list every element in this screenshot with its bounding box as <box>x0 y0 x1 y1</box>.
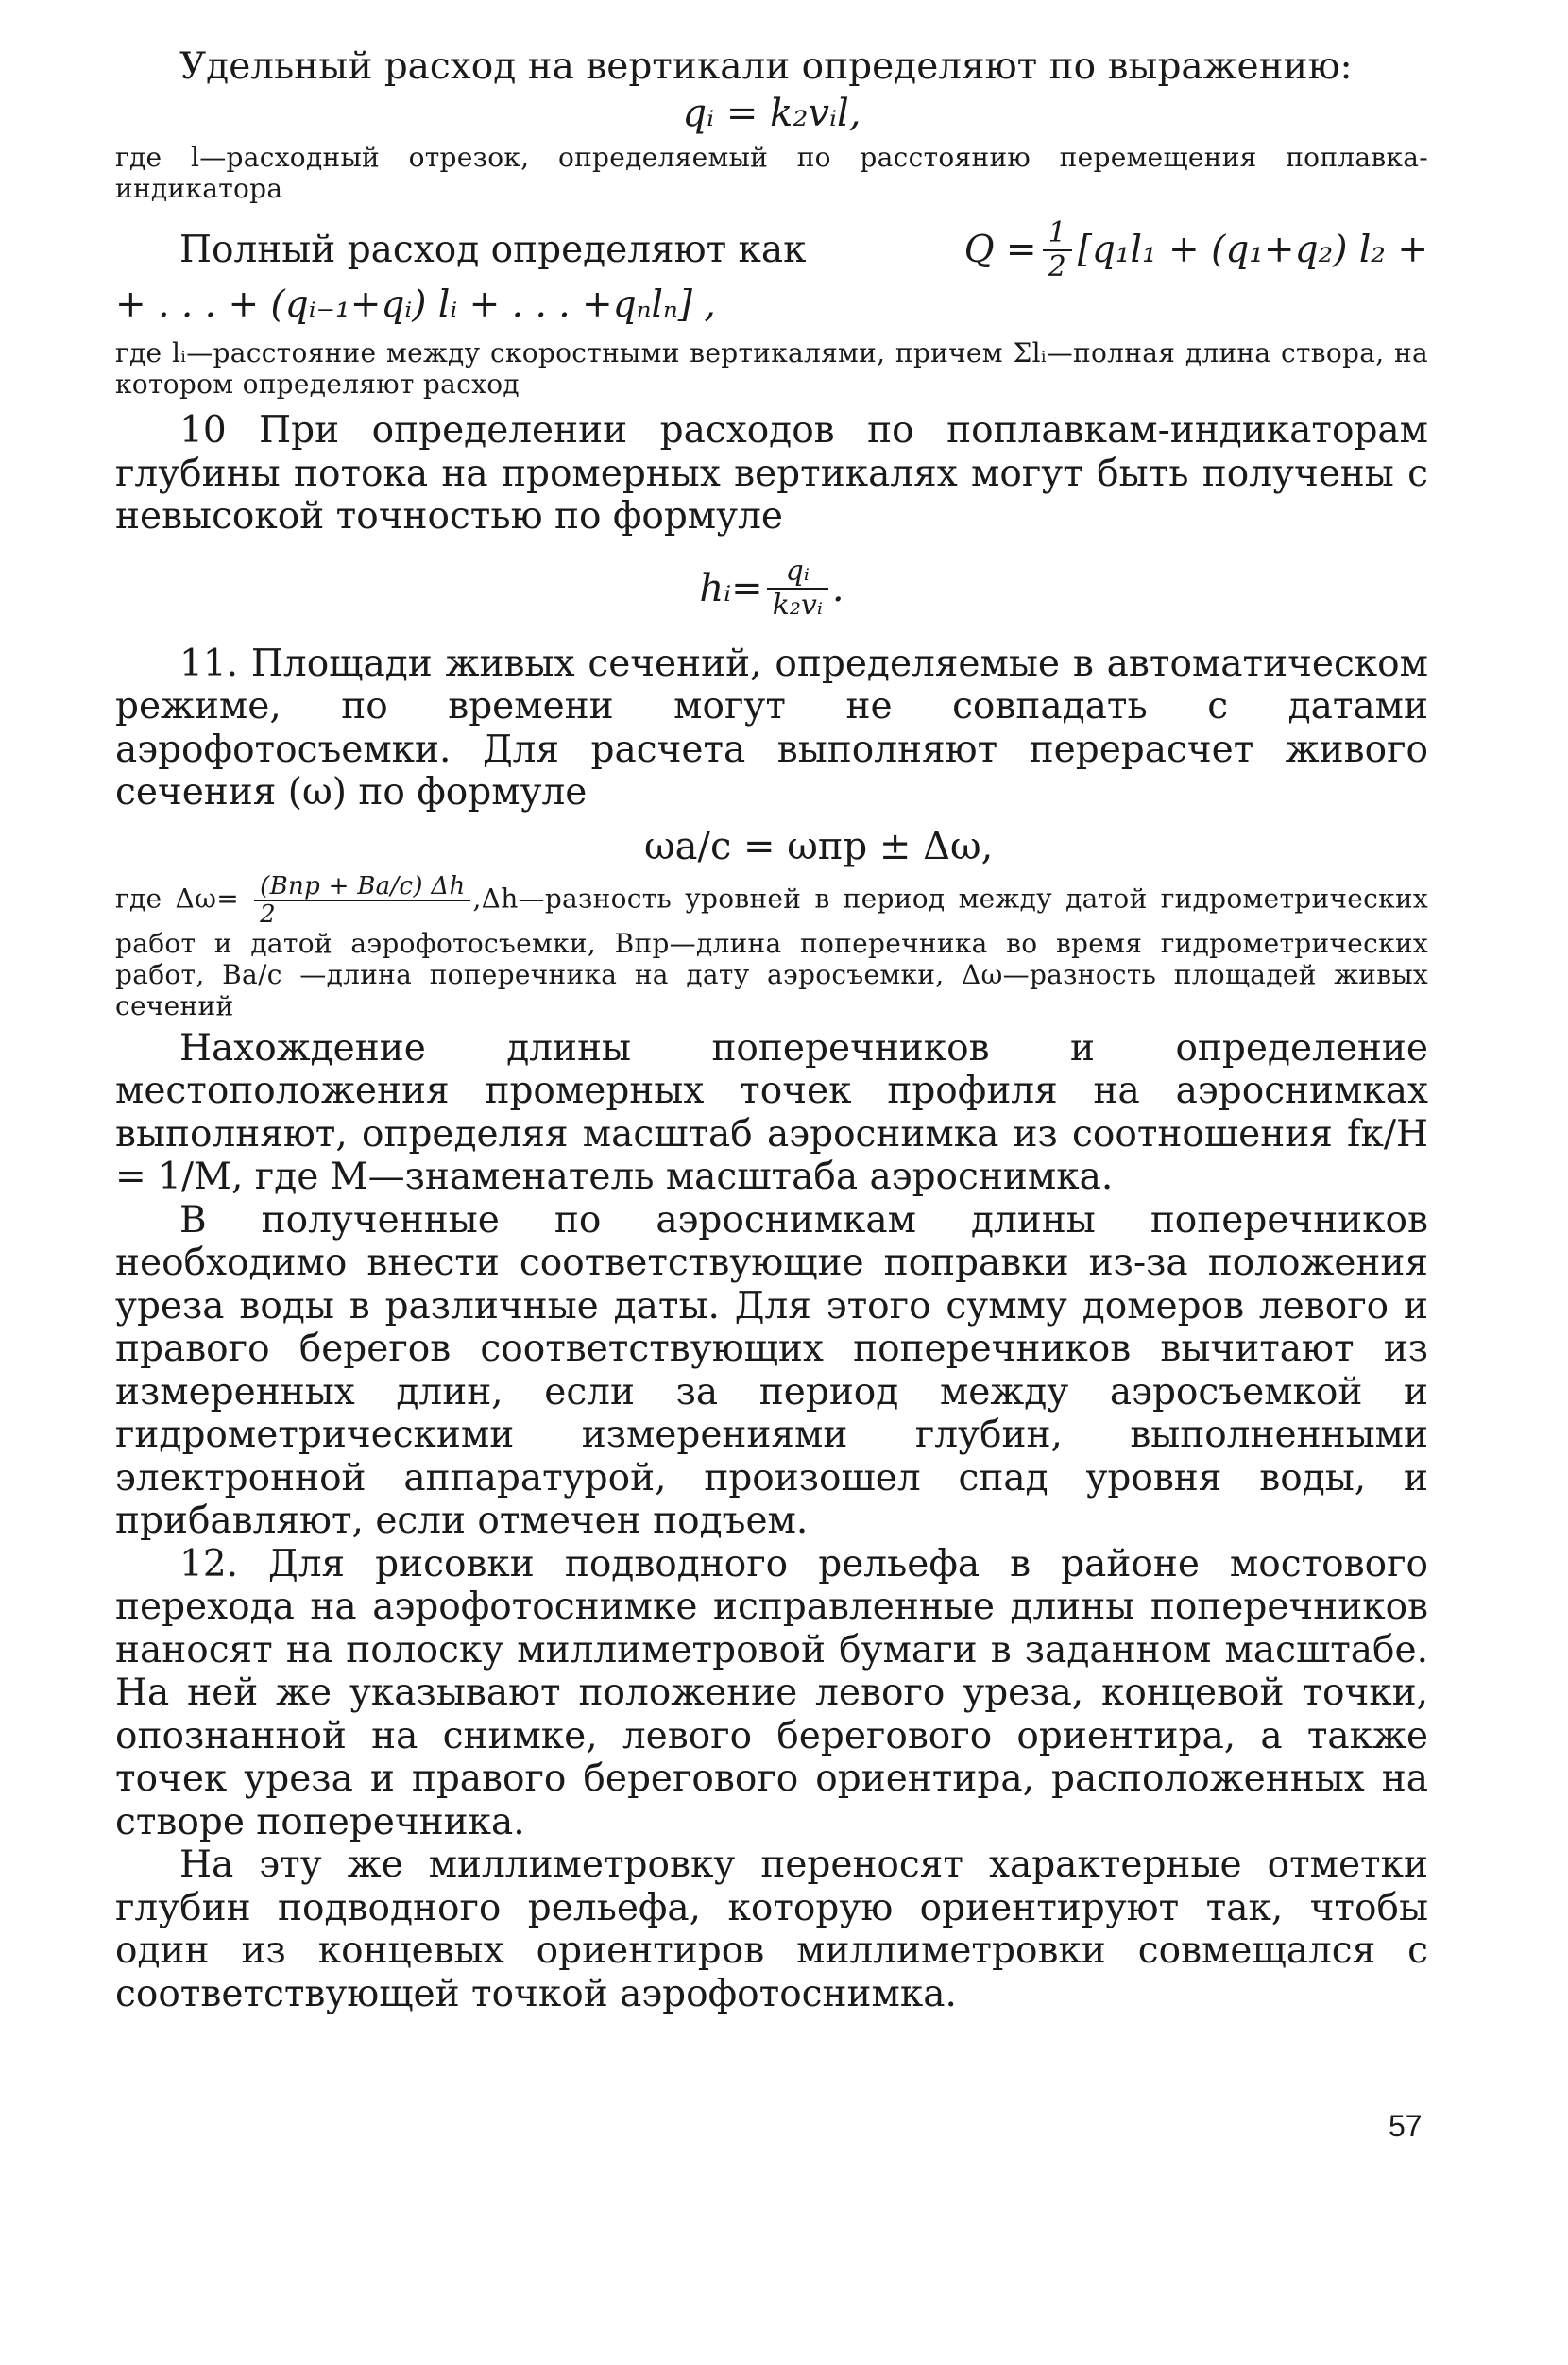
paragraph-specific-discharge: Удельный расход на вертикали определяют по выражению: <box>179 45 1353 88</box>
paragraph-10-depth: 10 При определении расходов по поплавкам-индикаторам глубины потока на промерных вертикалях могут быть получены с невысокой точностью по формуле <box>115 409 1428 538</box>
formula-depth-end: . <box>831 566 844 610</box>
note-vertical-distance: где lᵢ—расстояние между скоростными вертикалями, причем Σlᵢ—полная длина створа, на котором определяют расход <box>115 337 1428 400</box>
formula-total-discharge <box>964 217 1428 283</box>
note-delta-omega-start: где Δω= <box>115 883 239 914</box>
paragraph-12-relief: 12. Для рисовки подводного рельефа в районе мостового перехода на аэрофотоснимке исправленные длины поперечников наносят на полоску миллиметровой бумаги в заданном масштабе. На ней же указывают положение левого уреза, концевой точки, опознанной на снимке, левого берегового ориентира, а также точек уреза и правого берегового ориентира, расположенных на створе поперечника. <box>115 1542 1428 1843</box>
paragraph-11-sections: 11. Площади живых сечений, определяемые в автоматическом режиме, по времени могут не совпадать с датами аэрофотосъемки. Для расчета выполняют перерасчет живого сечения (ω) по формуле <box>115 642 1428 814</box>
fraction-one-half-den: 2 <box>1048 249 1066 283</box>
page-number: 57 <box>1389 2109 1423 2143</box>
fraction-depth-num: qᵢ <box>767 556 828 590</box>
fraction-delta-omega <box>254 873 470 928</box>
note-discharge-segment: где l—расходный отрезок, определяемый по расстоянию перемещения поплавка-индикатора <box>115 141 1428 204</box>
note-delta-omega-rest: ,Δh—разность уровней в период между датой гидрометрических работ и датой аэрофотосъемки, Bпр—длина поперечника во время гидрометрических работ, Bа/с —длина поперечника на дату аэросъемки, Δω—разность площадей живых сечений <box>115 883 1429 1021</box>
paragraph-total-discharge <box>115 217 1428 283</box>
paragraph-cross-section-length: Нахождение длины поперечников и определение местоположения промерных точек профиля на аэроснимках выполняют, определяя масштаб аэроснимка из соотношения fк/H = 1/M, где M—знаменатель масштаба аэроснимка. <box>115 1026 1428 1198</box>
fraction-delta-omega-num: (Bпр + Bа/с) Δh <box>254 873 470 901</box>
formula-total-discharge-continued: + . . . + (qᵢ₋₁+qᵢ) lᵢ + . . . +qₙlₙ] , <box>115 283 716 326</box>
fraction-depth-den: k₂vᵢ <box>772 588 823 622</box>
paragraph-millimeter-paper: На эту же миллиметровку переносят характерные отметки глубин подводного рельефа, которую ориентируют так, чтобы один из концевых ориентиров миллиметровки совмещался с соответствующей точкой аэрофотоснимка. <box>115 1843 1428 2015</box>
fraction-depth <box>767 556 828 622</box>
fraction-delta-omega-den: 2 <box>260 900 277 929</box>
formula-section-area: ωа/с = ωпр ± Δω, <box>644 824 994 868</box>
formula-total-discharge-lhs: Q = <box>963 228 1037 271</box>
formula-total-discharge-sum: [q₁l₁ + (q₁+q₂) l₂ + <box>1077 228 1428 271</box>
formula-depth <box>115 556 1428 622</box>
total-discharge-text: Полный расход определяют как <box>179 228 807 271</box>
formula-depth-lhs: hᵢ= <box>699 566 763 610</box>
paragraph-corrections: В полученные по аэроснимкам длины поперечников необходимо внести соответствующие поправки из-за положения уреза воды в различные даты. Для этого сумму домеров левого и правого берегов соответствующих поперечников вычитают из измеренных длин, если за период между аэросъемкой и гидрометрическими измерениями глубин, выполненными электронной аппаратурой, произошел спад уровня воды, и прибавляют, если отмечен подъем. <box>115 1198 1428 1542</box>
note-delta-omega <box>115 873 1428 1021</box>
fraction-one-half-num: 1 <box>1043 217 1072 251</box>
page-body <box>115 45 1428 2015</box>
formula-specific-discharge: qᵢ = k₂vᵢl, <box>682 91 861 135</box>
fraction-one-half <box>1043 217 1072 283</box>
